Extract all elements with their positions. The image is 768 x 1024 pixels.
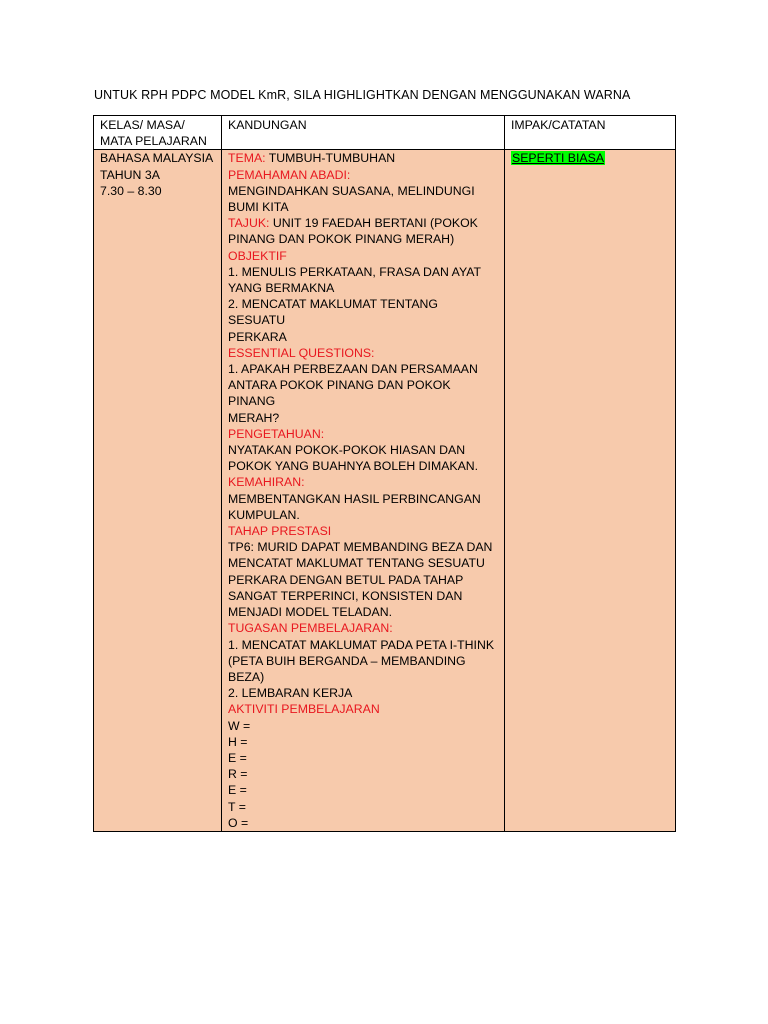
tema-label: TEMA: [228,151,266,166]
tugasan-label: TUGASAN PEMBELAJARAN: [228,621,393,636]
objektif-label: OBJEKTIF [228,248,287,263]
aktiviti-label: AKTIVITI PEMBELAJARAN [228,702,380,717]
cell-kandungan: TEMA: TUMBUH-TUMBUHAN PEMAHAMAN ABADI: MENGINDAHKAN SUASANA, MELINDUNGI BUMI KITA TAJUK: UNIT 19 FAEDAH BERTANI (POKOK PINANG DAN POKOK PINANG MERAH) OBJEKTIF 1. MENULIS PERKATAAN, FRASA DAN AYAT YANG BERMAKNA 2. MENCATAT MAKLUMAT TENTANG SESUATU PERKARA ESSENTIAL QUESTIONS: 1. APAKAH PERBEZAAN DAN PERSAMAAN ANTARA POKOK PINANG DAN POKOK PINANG MERAH? PENGETAHUAN: NYATAKAN POKOK-POKOK HIASAN DAN POKOK YANG BUAHNYA BOLEH DIMAKAN. KEMAHIRAN: MEMBENTANGKAN HASIL PERBINCANGAN KUMPULAN. TAHAP PRESTASI TP6: MURID DAPAT MEMBANDING BEZA DAN MENCATAT MAKLUMAT TENTANG SESUATU PERKARA DENGAN BETUL PADA TAHAP SANGAT TERPERINCI, KONSISTEN DAN MENJADI MODEL TELADAN. TUGASAN PEMBELAJARAN: 1. MENCATAT MAKLUMAT PADA PETA I-THINK (PETA BUIH BERGANDA – MEMBANDING BEZA) 2. LEMBARAN KERJA AKTIVITI PEMBELAJARAN W = H = E = R = E = T = O = [222,150,505,832]
aktiviti-e2: E = [228,783,247,798]
class-name: TAHUN 3A [100,167,160,182]
tajuk-line [228,215,498,231]
kemahiran-label: KEMAHIRAN: [228,475,305,490]
aktiviti-t: T = [228,799,246,814]
cell-kelas [94,150,222,832]
tajuk-label: TAJUK: [228,216,270,231]
header-impak: IMPAK/CATATAN [505,116,676,150]
page-title: UNTUK RPH PDPC MODEL KmR, SILA HIGHLIGHTKAN DENGAN MENGGUNAKAN WARNA [94,88,631,102]
eq-label: ESSENTIAL QUESTIONS: [228,345,375,360]
cell-impak [505,150,676,832]
header-kelas: KELAS/ MASA/ MATA PELAJARAN [94,116,222,150]
aktiviti-e1: E = [228,750,247,765]
tema-value: TUMBUH-TUMBUHAN [265,151,396,166]
table-body-row [94,150,676,832]
tema-line [228,150,498,166]
impak-note: SEPERTI BIASA [512,151,605,166]
tajuk-value: UNIT 19 FAEDAH BERTANI (POKOK [269,216,478,231]
subject: BAHASA MALAYSIA [100,151,214,166]
pemahaman-label: PEMAHAMAN ABADI: [228,167,351,182]
aktiviti-h: H = [228,734,248,749]
aktiviti-r: R = [228,767,248,782]
rph-table [93,115,676,832]
pengetahuan-label: PENGETAHUAN: [228,426,325,441]
table-header-row [94,116,676,150]
lesson-time: 7.30 – 8.30 [100,183,162,198]
tahap-label: TAHAP PRESTASI [228,524,332,539]
header-kandungan: KANDUNGAN [222,116,505,150]
aktiviti-o: O = [228,815,249,830]
aktiviti-w: W = [228,718,251,733]
